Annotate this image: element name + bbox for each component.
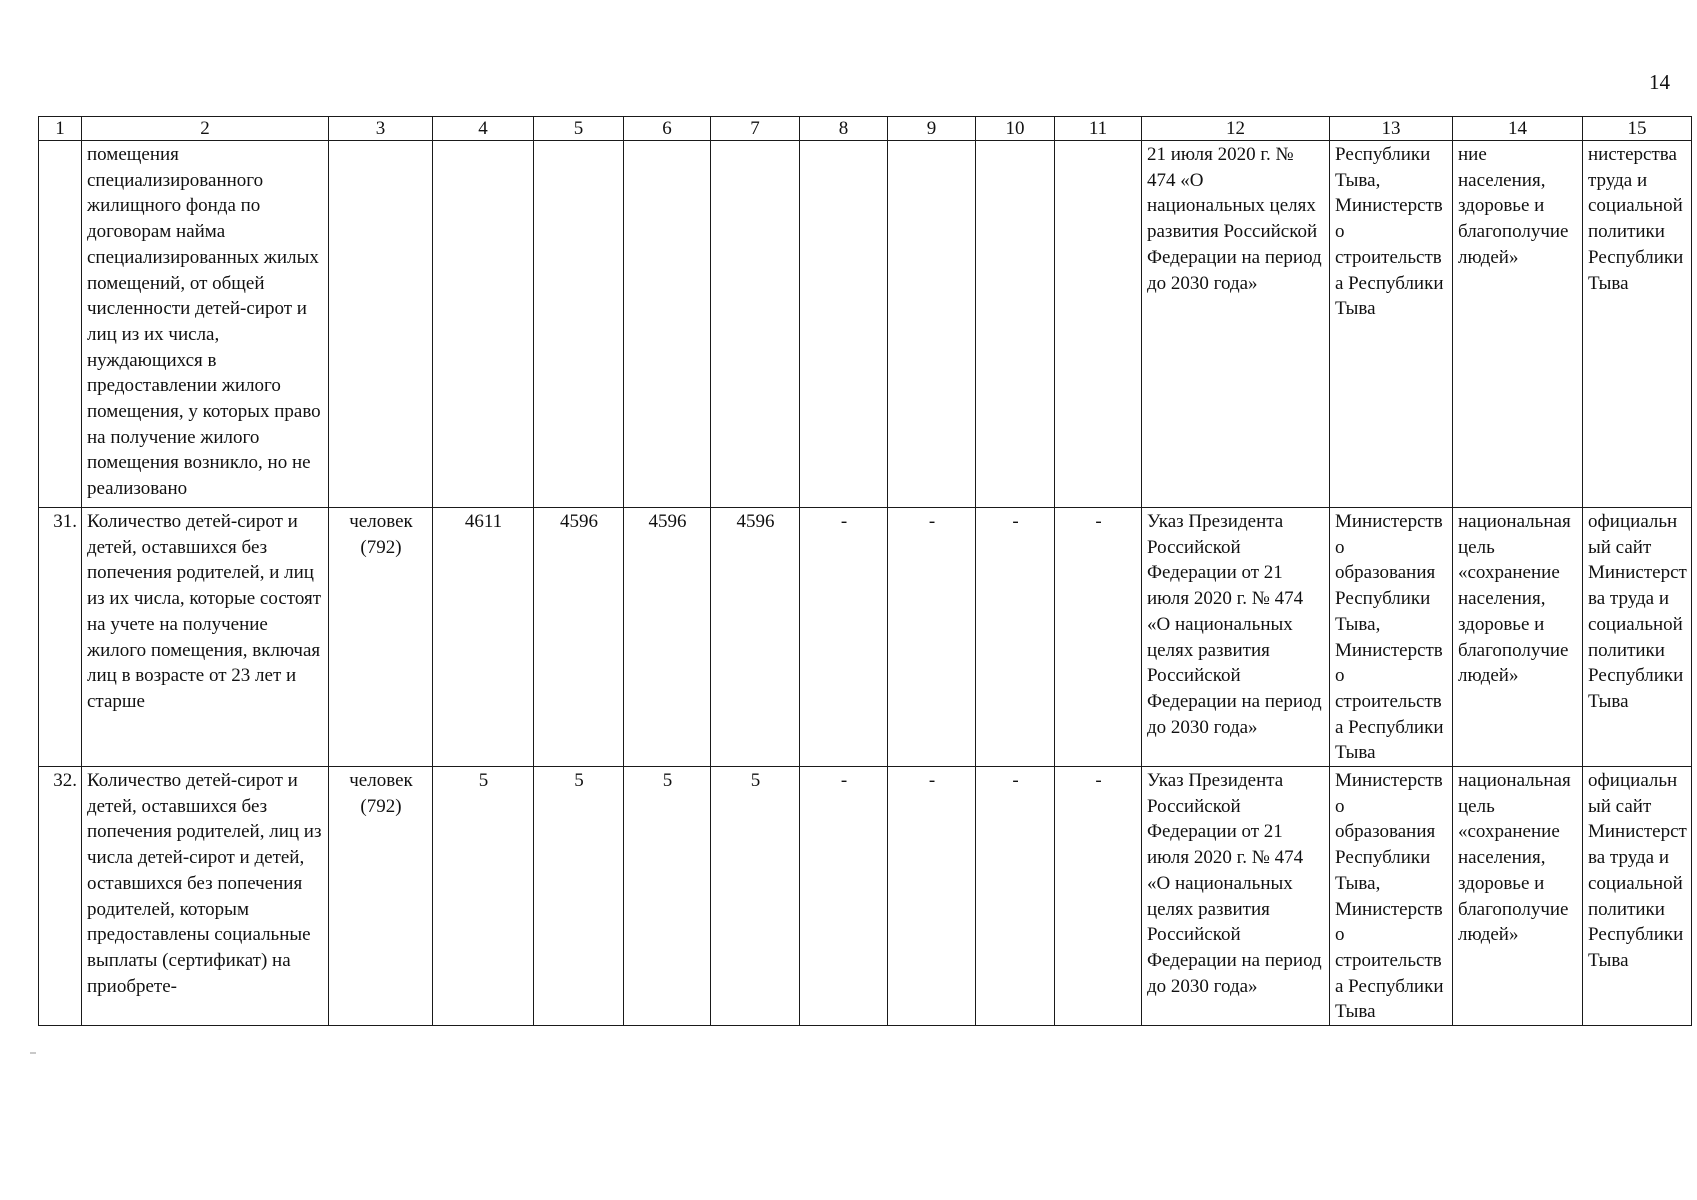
column-header: 4 xyxy=(433,117,534,141)
column-header: 12 xyxy=(1142,117,1330,141)
value-col11 xyxy=(1055,141,1142,508)
responsible-cell: Республики Тыва, Министерство строительства Республики Тыва xyxy=(1330,141,1453,508)
column-header: 9 xyxy=(888,117,976,141)
source-cell: официальный сайт Министерства труда и социальной политики Республики Тыва xyxy=(1583,767,1692,1026)
basis-cell: 21 июля 2020 г. № 474 «О национальных целях развития Российской Федерации на период до 2030 года» xyxy=(1142,141,1330,508)
basis-cell: Указ Президента Российской Федерации от 21 июля 2020 г. № 474 «О национальных целях развития Российской Федерации на период до 2030 года» xyxy=(1142,767,1330,1026)
value-col7: 5 xyxy=(711,767,800,1026)
unit-cell: человек (792) xyxy=(329,767,433,1026)
value-col11: - xyxy=(1055,767,1142,1026)
scan-speck xyxy=(30,1052,36,1054)
unit-cell: человек (792) xyxy=(329,508,433,767)
table-row xyxy=(39,508,1692,767)
column-header: 10 xyxy=(976,117,1055,141)
value-col9 xyxy=(888,141,976,508)
value-col10: - xyxy=(976,508,1055,767)
column-header: 2 xyxy=(82,117,329,141)
value-col6: 5 xyxy=(624,767,711,1026)
value-col6: 4596 xyxy=(624,508,711,767)
value-col4: 4611 xyxy=(433,508,534,767)
column-header: 15 xyxy=(1583,117,1692,141)
value-col4: 5 xyxy=(433,767,534,1026)
responsible-cell: Министерство образования Республики Тыва, Министерство строительства Республики Тыва xyxy=(1330,767,1453,1026)
indicators-table xyxy=(38,116,1692,1026)
value-col8 xyxy=(800,141,888,508)
row-number: 31. xyxy=(39,508,82,767)
source-cell: нистерства труда и социальной политики Республики Тыва xyxy=(1583,141,1692,508)
source-cell: официальный сайт Министерства труда и социальной политики Республики Тыва xyxy=(1583,508,1692,767)
value-col5: 4596 xyxy=(534,508,624,767)
column-header: 6 xyxy=(624,117,711,141)
value-col8: - xyxy=(800,508,888,767)
goal-cell: ние населения, здоровье и благополучие людей» xyxy=(1453,141,1583,508)
value-col5: 5 xyxy=(534,767,624,1026)
column-header: 11 xyxy=(1055,117,1142,141)
column-header: 1 xyxy=(39,117,82,141)
value-col5 xyxy=(534,141,624,508)
value-col7 xyxy=(711,141,800,508)
value-col9: - xyxy=(888,767,976,1026)
unit-cell xyxy=(329,141,433,508)
column-header: 7 xyxy=(711,117,800,141)
column-header: 8 xyxy=(800,117,888,141)
goal-cell: национальная цель «сохранение населения, здоровье и благополучие людей» xyxy=(1453,767,1583,1026)
row-number: 32. xyxy=(39,767,82,1026)
value-col9: - xyxy=(888,508,976,767)
table-row xyxy=(39,767,1692,1026)
value-col4 xyxy=(433,141,534,508)
indicator-name: Количество детей-сирот и детей, оставшихся без попечения родителей, лиц из числа детей-сирот и детей, оставшихся без попечения родителей, которым предоставлены социальные выплаты (сертификат) на приобрете- xyxy=(82,767,329,1026)
indicator-name: помещения специализированного жилищного фонда по договорам найма специализированных жилых помещений, от общей численности детей-сирот и лиц из их числа, нуждающихся в предоставлении жилого помещения, у которых право на получение жилого помещения возникло, но не реализовано xyxy=(82,141,329,508)
value-col6 xyxy=(624,141,711,508)
basis-cell: Указ Президента Российской Федерации от 21 июля 2020 г. № 474 «О национальных целях развития Российской Федерации на период до 2030 года» xyxy=(1142,508,1330,767)
indicator-name: Количество детей-сирот и детей, оставшихся без попечения родителей, и лиц из их числа, которые состоят на учете на получение жилого помещения, включая лиц в возрасте от 23 лет и старше xyxy=(82,508,329,767)
value-col8: - xyxy=(800,767,888,1026)
value-col10: - xyxy=(976,767,1055,1026)
header-row xyxy=(39,117,1692,141)
value-col10 xyxy=(976,141,1055,508)
goal-cell: национальная цель «сохранение населения, здоровье и благополучие людей» xyxy=(1453,508,1583,767)
page-number: 14 xyxy=(1649,70,1670,94)
value-col11: - xyxy=(1055,508,1142,767)
column-header: 14 xyxy=(1453,117,1583,141)
responsible-cell: Министерство образования Республики Тыва, Министерство строительства Республики Тыва xyxy=(1330,508,1453,767)
row-number xyxy=(39,141,82,508)
column-header: 5 xyxy=(534,117,624,141)
value-col7: 4596 xyxy=(711,508,800,767)
column-header: 3 xyxy=(329,117,433,141)
column-header: 13 xyxy=(1330,117,1453,141)
table-row xyxy=(39,141,1692,508)
